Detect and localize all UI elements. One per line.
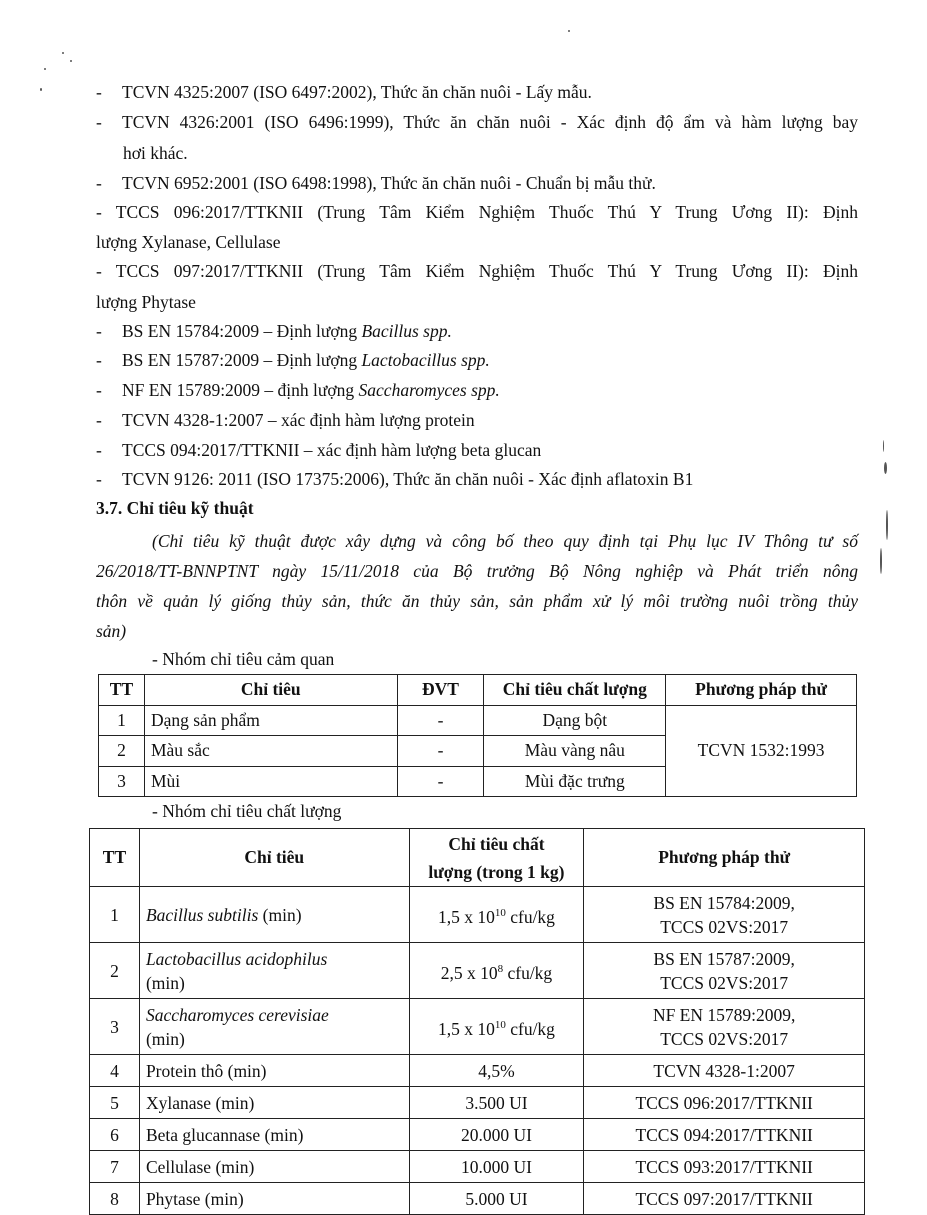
reference-item: - TCVN 4325:2007 (ISO 6497:2002), Thức ăn chăn nuôi - Lấy mẫu.	[96, 82, 592, 102]
sensory-table	[98, 674, 857, 797]
scan-speck	[70, 60, 72, 62]
reference-item: - TCCS 094:2017/TTKNII – xác định hàm lượng beta glucan	[96, 440, 542, 460]
scan-speck	[568, 30, 570, 32]
cell-name	[139, 887, 409, 943]
reference-item: - BS EN 15784:2009 – Định lượng Bacillus spp.	[96, 321, 452, 341]
cell-name: Beta glucannase (min)	[139, 1119, 409, 1151]
quality-group-label: - Nhóm chỉ tiêu chất lượng	[152, 801, 342, 821]
header-name: Chỉ tiêu	[144, 675, 397, 706]
cell-tt: 2	[99, 736, 145, 767]
cell-method: TCCS 096:2017/TTKNII	[584, 1087, 865, 1119]
header-unit: ĐVT	[397, 675, 484, 706]
reference-item: - TCCS 096:2017/TTKNII (Trung Tâm Kiểm Nghiệm Thuốc Thú Y Trung Ương II): Định	[96, 202, 858, 222]
quality-table	[89, 828, 865, 1215]
note-line: thôn về quản lý giống thủy sản, thức ăn thủy sản, sản phẩm xử lý môi trường nuôi trồng thủy	[96, 591, 858, 611]
table-row	[99, 705, 857, 736]
reference-item-continued: hơi khác.	[123, 143, 188, 163]
table-row	[90, 1183, 865, 1215]
value-unit: cfu/kg	[505, 1018, 555, 1039]
header-tt: TT	[99, 675, 145, 706]
cell-method	[584, 887, 865, 943]
reference-item: - BS EN 15787:2009 – Định lượng Lactobacillus spp.	[96, 350, 490, 370]
cell-method: TCVN 4328-1:2007	[584, 1055, 865, 1087]
cell-name	[139, 943, 409, 999]
table-header-row	[90, 829, 865, 887]
cell-tt: 3	[99, 766, 145, 797]
header-method: Phương pháp thử	[666, 675, 857, 706]
reference-item: - TCCS 097:2017/TTKNII (Trung Tâm Kiểm Nghiệm Thuốc Thú Y Trung Ương II): Định	[96, 261, 858, 281]
value-unit: cfu/kg	[503, 962, 553, 983]
scan-speck	[62, 52, 64, 54]
species-name: Saccharomyces cerevisiae	[145, 1004, 329, 1025]
table-row	[90, 943, 865, 999]
method-line: BS EN 15787:2009,	[653, 948, 795, 969]
sensory-group-label: - Nhóm chỉ tiêu cảm quan	[152, 649, 335, 669]
header-name: Chỉ tiêu	[139, 829, 409, 887]
header-tt: TT	[90, 829, 140, 887]
table-row	[90, 887, 865, 943]
species-name: Bacillus subtilis	[145, 904, 259, 925]
value-base: 1,5 x 10	[437, 906, 495, 927]
cell-name: Protein thô (min)	[139, 1055, 409, 1087]
header-quality-line: lượng (trong 1 kg)	[428, 861, 565, 882]
name-suffix: (min)	[258, 904, 302, 925]
name-suffix: (min)	[145, 1028, 185, 1049]
header-quality: Chỉ tiêu chất lượng	[484, 675, 666, 706]
cell-unit: -	[397, 766, 484, 797]
section-title: 3.7. Chỉ tiêu kỹ thuật	[96, 498, 254, 518]
cell-name: Dạng sản phẩm	[144, 705, 397, 736]
reference-item: - TCVN 9126: 2011 (ISO 17375:2006), Thức ăn chăn nuôi - Xác định aflatoxin B1	[96, 469, 694, 489]
cell-method	[584, 999, 865, 1055]
method-line: TCCS 02VS:2017	[660, 1028, 789, 1049]
value-exponent: 10	[494, 1018, 506, 1031]
cell-method: TCVN 1532:1993	[666, 705, 857, 797]
cell-value	[409, 887, 584, 943]
reference-item: - TCVN 4326:2001 (ISO 6496:1999), Thức ăn chăn nuôi - Xác định độ ẩm và hàm lượng bay	[96, 112, 858, 132]
cell-tt: 7	[90, 1151, 140, 1183]
method-line: BS EN 15784:2009,	[653, 892, 795, 913]
cell-value: 10.000 UI	[409, 1151, 584, 1183]
species-name: Lactobacillus acidophilus	[145, 948, 328, 969]
header-method: Phương pháp thử	[584, 829, 865, 887]
name-suffix: (min)	[145, 972, 185, 993]
scan-speck	[886, 510, 888, 540]
value-base: 1,5 x 10	[437, 1018, 495, 1039]
cell-value	[409, 943, 584, 999]
table-row	[90, 1119, 865, 1151]
cell-quality: Mùi đặc trưng	[484, 766, 666, 797]
value-exponent: 8	[497, 962, 504, 975]
table-row	[90, 999, 865, 1055]
table-row	[90, 1151, 865, 1183]
value-unit: cfu/kg	[505, 906, 555, 927]
cell-value: 3.500 UI	[409, 1087, 584, 1119]
cell-tt: 6	[90, 1119, 140, 1151]
reference-item: - TCVN 6952:2001 (ISO 6498:1998), Thức ăn chăn nuôi - Chuẩn bị mẫu thử.	[96, 173, 656, 193]
cell-value: 20.000 UI	[409, 1119, 584, 1151]
value-exponent: 10	[494, 906, 506, 919]
scan-speck	[40, 88, 42, 91]
scan-speck	[884, 462, 887, 474]
header-quality	[409, 829, 584, 887]
scan-speck	[880, 548, 882, 574]
method-line: NF EN 15789:2009,	[652, 1004, 796, 1025]
cell-tt: 2	[90, 943, 140, 999]
cell-unit: -	[397, 736, 484, 767]
cell-tt: 1	[99, 705, 145, 736]
table-row	[90, 1087, 865, 1119]
reference-item-continued: lượng Phytase	[96, 292, 196, 312]
cell-tt: 1	[90, 887, 140, 943]
cell-tt: 3	[90, 999, 140, 1055]
cell-name: Phytase (min)	[139, 1183, 409, 1215]
reference-item: - NF EN 15789:2009 – định lượng Saccharomyces spp.	[96, 380, 500, 400]
note-line: (Chỉ tiêu kỹ thuật được xây dựng và công bố theo quy định tại Phụ lục IV Thông tư số	[152, 531, 858, 551]
cell-tt: 5	[90, 1087, 140, 1119]
scan-speck	[44, 68, 46, 70]
table-row	[90, 1055, 865, 1087]
cell-value: 4,5%	[409, 1055, 584, 1087]
cell-tt: 8	[90, 1183, 140, 1215]
cell-quality: Màu vàng nâu	[484, 736, 666, 767]
method-line: TCCS 02VS:2017	[660, 916, 789, 937]
cell-method	[584, 943, 865, 999]
value-base: 2,5 x 10	[440, 962, 498, 983]
header-quality-line: Chỉ tiêu chất	[448, 833, 545, 854]
cell-method: TCCS 097:2017/TTKNII	[584, 1183, 865, 1215]
scan-speck	[883, 440, 884, 452]
cell-name: Xylanase (min)	[139, 1087, 409, 1119]
section-note	[96, 526, 858, 646]
cell-name: Cellulase (min)	[139, 1151, 409, 1183]
reference-item-continued: lượng Xylanase, Cellulase	[96, 232, 281, 252]
method-line: TCCS 02VS:2017	[660, 972, 789, 993]
cell-value	[409, 999, 584, 1055]
cell-name: Mùi	[144, 766, 397, 797]
cell-method: TCCS 094:2017/TTKNII	[584, 1119, 865, 1151]
cell-name	[139, 999, 409, 1055]
cell-method: TCCS 093:2017/TTKNII	[584, 1151, 865, 1183]
note-line: sản)	[96, 621, 127, 641]
table-header-row	[99, 675, 857, 706]
cell-unit: -	[397, 705, 484, 736]
cell-quality: Dạng bột	[484, 705, 666, 736]
cell-name: Màu sắc	[144, 736, 397, 767]
cell-tt: 4	[90, 1055, 140, 1087]
cell-value: 5.000 UI	[409, 1183, 584, 1215]
reference-item: - TCVN 4328-1:2007 – xác định hàm lượng protein	[96, 410, 475, 430]
note-line: 26/2018/TT-BNNPTNT ngày 15/11/2018 của Bộ trưởng Bộ Nông nghiệp và Phát triển nông	[96, 561, 858, 581]
